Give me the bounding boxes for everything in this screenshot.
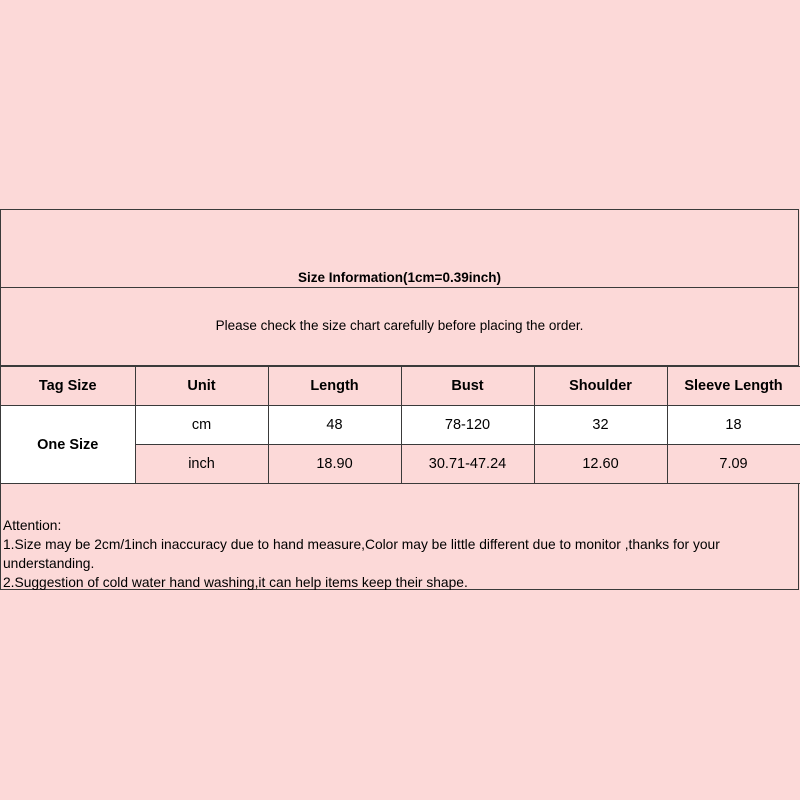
attention-heading: Attention:	[3, 518, 62, 533]
length-cell: 18.90	[268, 445, 401, 484]
size-table	[1, 366, 800, 484]
size-info-title: Size Information(1cm=0.39inch)	[298, 270, 501, 285]
attention-notes	[3, 516, 793, 592]
header-sleeve-length: Sleeve Length	[667, 367, 800, 406]
shoulder-cell: 32	[534, 406, 667, 445]
sleeve-cell: 7.09	[667, 445, 800, 484]
header-length: Length	[268, 367, 401, 406]
order-notice: Please check the size chart carefully before placing the order.	[215, 318, 584, 333]
table-row	[1, 406, 800, 445]
bust-cell: 78-120	[401, 406, 534, 445]
size-chart-sheet	[0, 209, 799, 590]
header-unit: Unit	[135, 367, 268, 406]
header-shoulder: Shoulder	[534, 367, 667, 406]
sleeve-cell: 18	[667, 406, 800, 445]
tag-size-value: One Size	[1, 406, 135, 484]
notice-row	[1, 288, 798, 366]
header-tag-size: Tag Size	[1, 367, 135, 406]
attention-line-1: 1.Size may be 2cm/1inch inaccuracy due to hand measure,Color may be little different due to monitor ,thanks for your understanding.	[3, 537, 720, 571]
attention-line-2: 2.Suggestion of cold water hand washing,it can help items keep their shape.	[3, 575, 468, 590]
table-header-row	[1, 367, 800, 406]
shoulder-cell: 12.60	[534, 445, 667, 484]
length-cell: 48	[268, 406, 401, 445]
bust-cell: 30.71-47.24	[401, 445, 534, 484]
unit-cell: inch	[135, 445, 268, 484]
title-row	[1, 210, 798, 288]
unit-cell: cm	[135, 406, 268, 445]
header-bust: Bust	[401, 367, 534, 406]
